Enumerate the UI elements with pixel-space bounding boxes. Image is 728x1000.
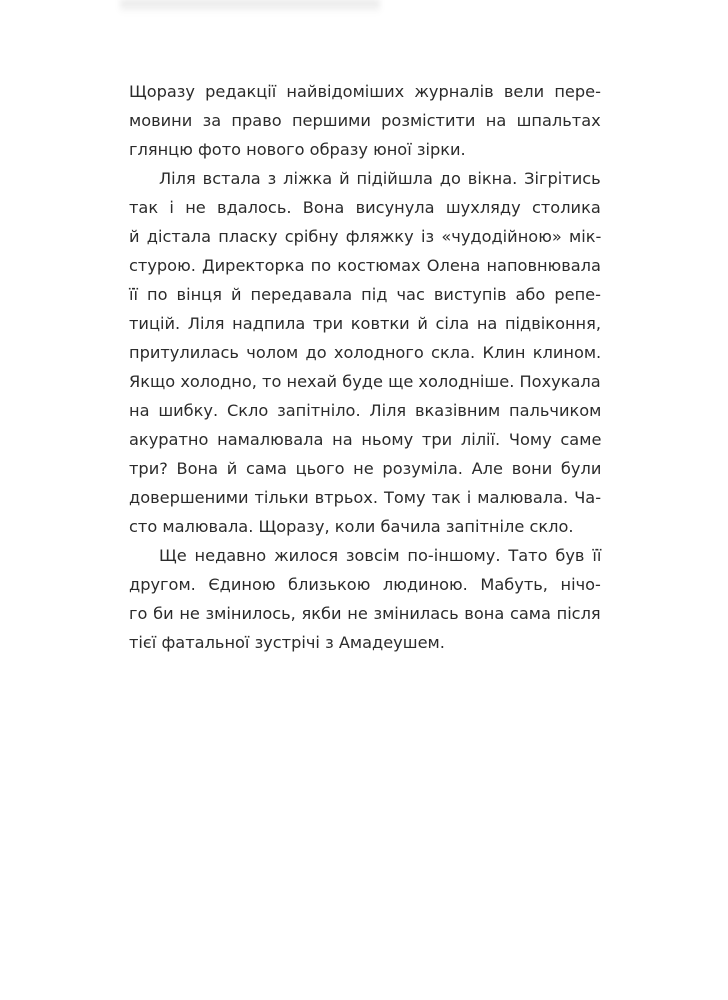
text-line: тієї фатальної зустрічі з Амадеушем.	[129, 633, 445, 652]
text-line: її по вінця й передавала під час виступів або репе-	[129, 285, 601, 304]
text-line: на шибку. Скло запітніло. Ліля вказівним пальчиком	[129, 401, 602, 420]
text-line: й дістала пласку срібну фляжку із «чудодійною» мік-	[129, 227, 602, 246]
text-line: другом. Єдиною близькою людиною. Мабуть, нічо-	[129, 575, 601, 594]
text-line: довершеними тільки втрьох. Тому так і малювала. Ча-	[129, 488, 602, 507]
text-line: го би не змінилось, якби не змінилась вона сама після	[129, 604, 601, 623]
text-line: Якщо холодно, то нехай буде ще холодніше. Похукала	[129, 372, 601, 391]
text-line: мовини за право першими розмістити на шпальтах	[129, 111, 601, 130]
text-line: Щоразу редакції найвідоміших журналів вели пере-	[129, 82, 601, 101]
text-line: сто малювала. Щоразу, коли бачила запітніле скло.	[129, 517, 574, 536]
text-line: так і не вдалось. Вона висунула шухляду столика	[129, 198, 601, 217]
text-line: три? Вона й сама цього не розуміла. Але вони були	[129, 459, 602, 478]
text-line: притулилась чолом до холодного скла. Клин клином.	[129, 343, 602, 362]
text-line: акуратно намалювала на ньому три лілії. Чому саме	[129, 430, 602, 449]
text-line: стурою. Директорка по костюмах Олена наповнювала	[129, 256, 601, 275]
text-line: тицій. Ліля надпила три ковтки й сіла на підвіконня,	[129, 314, 602, 333]
text-line: Ще недавно жилося зовсім по-іншому. Тато був її	[159, 546, 602, 565]
scan-shadow	[120, 0, 380, 14]
text-line: глянцю фото нового образу юної зірки.	[129, 140, 466, 159]
text-line: Ліля встала з ліжка й підійшла до вікна. Зігрітись	[159, 169, 601, 188]
